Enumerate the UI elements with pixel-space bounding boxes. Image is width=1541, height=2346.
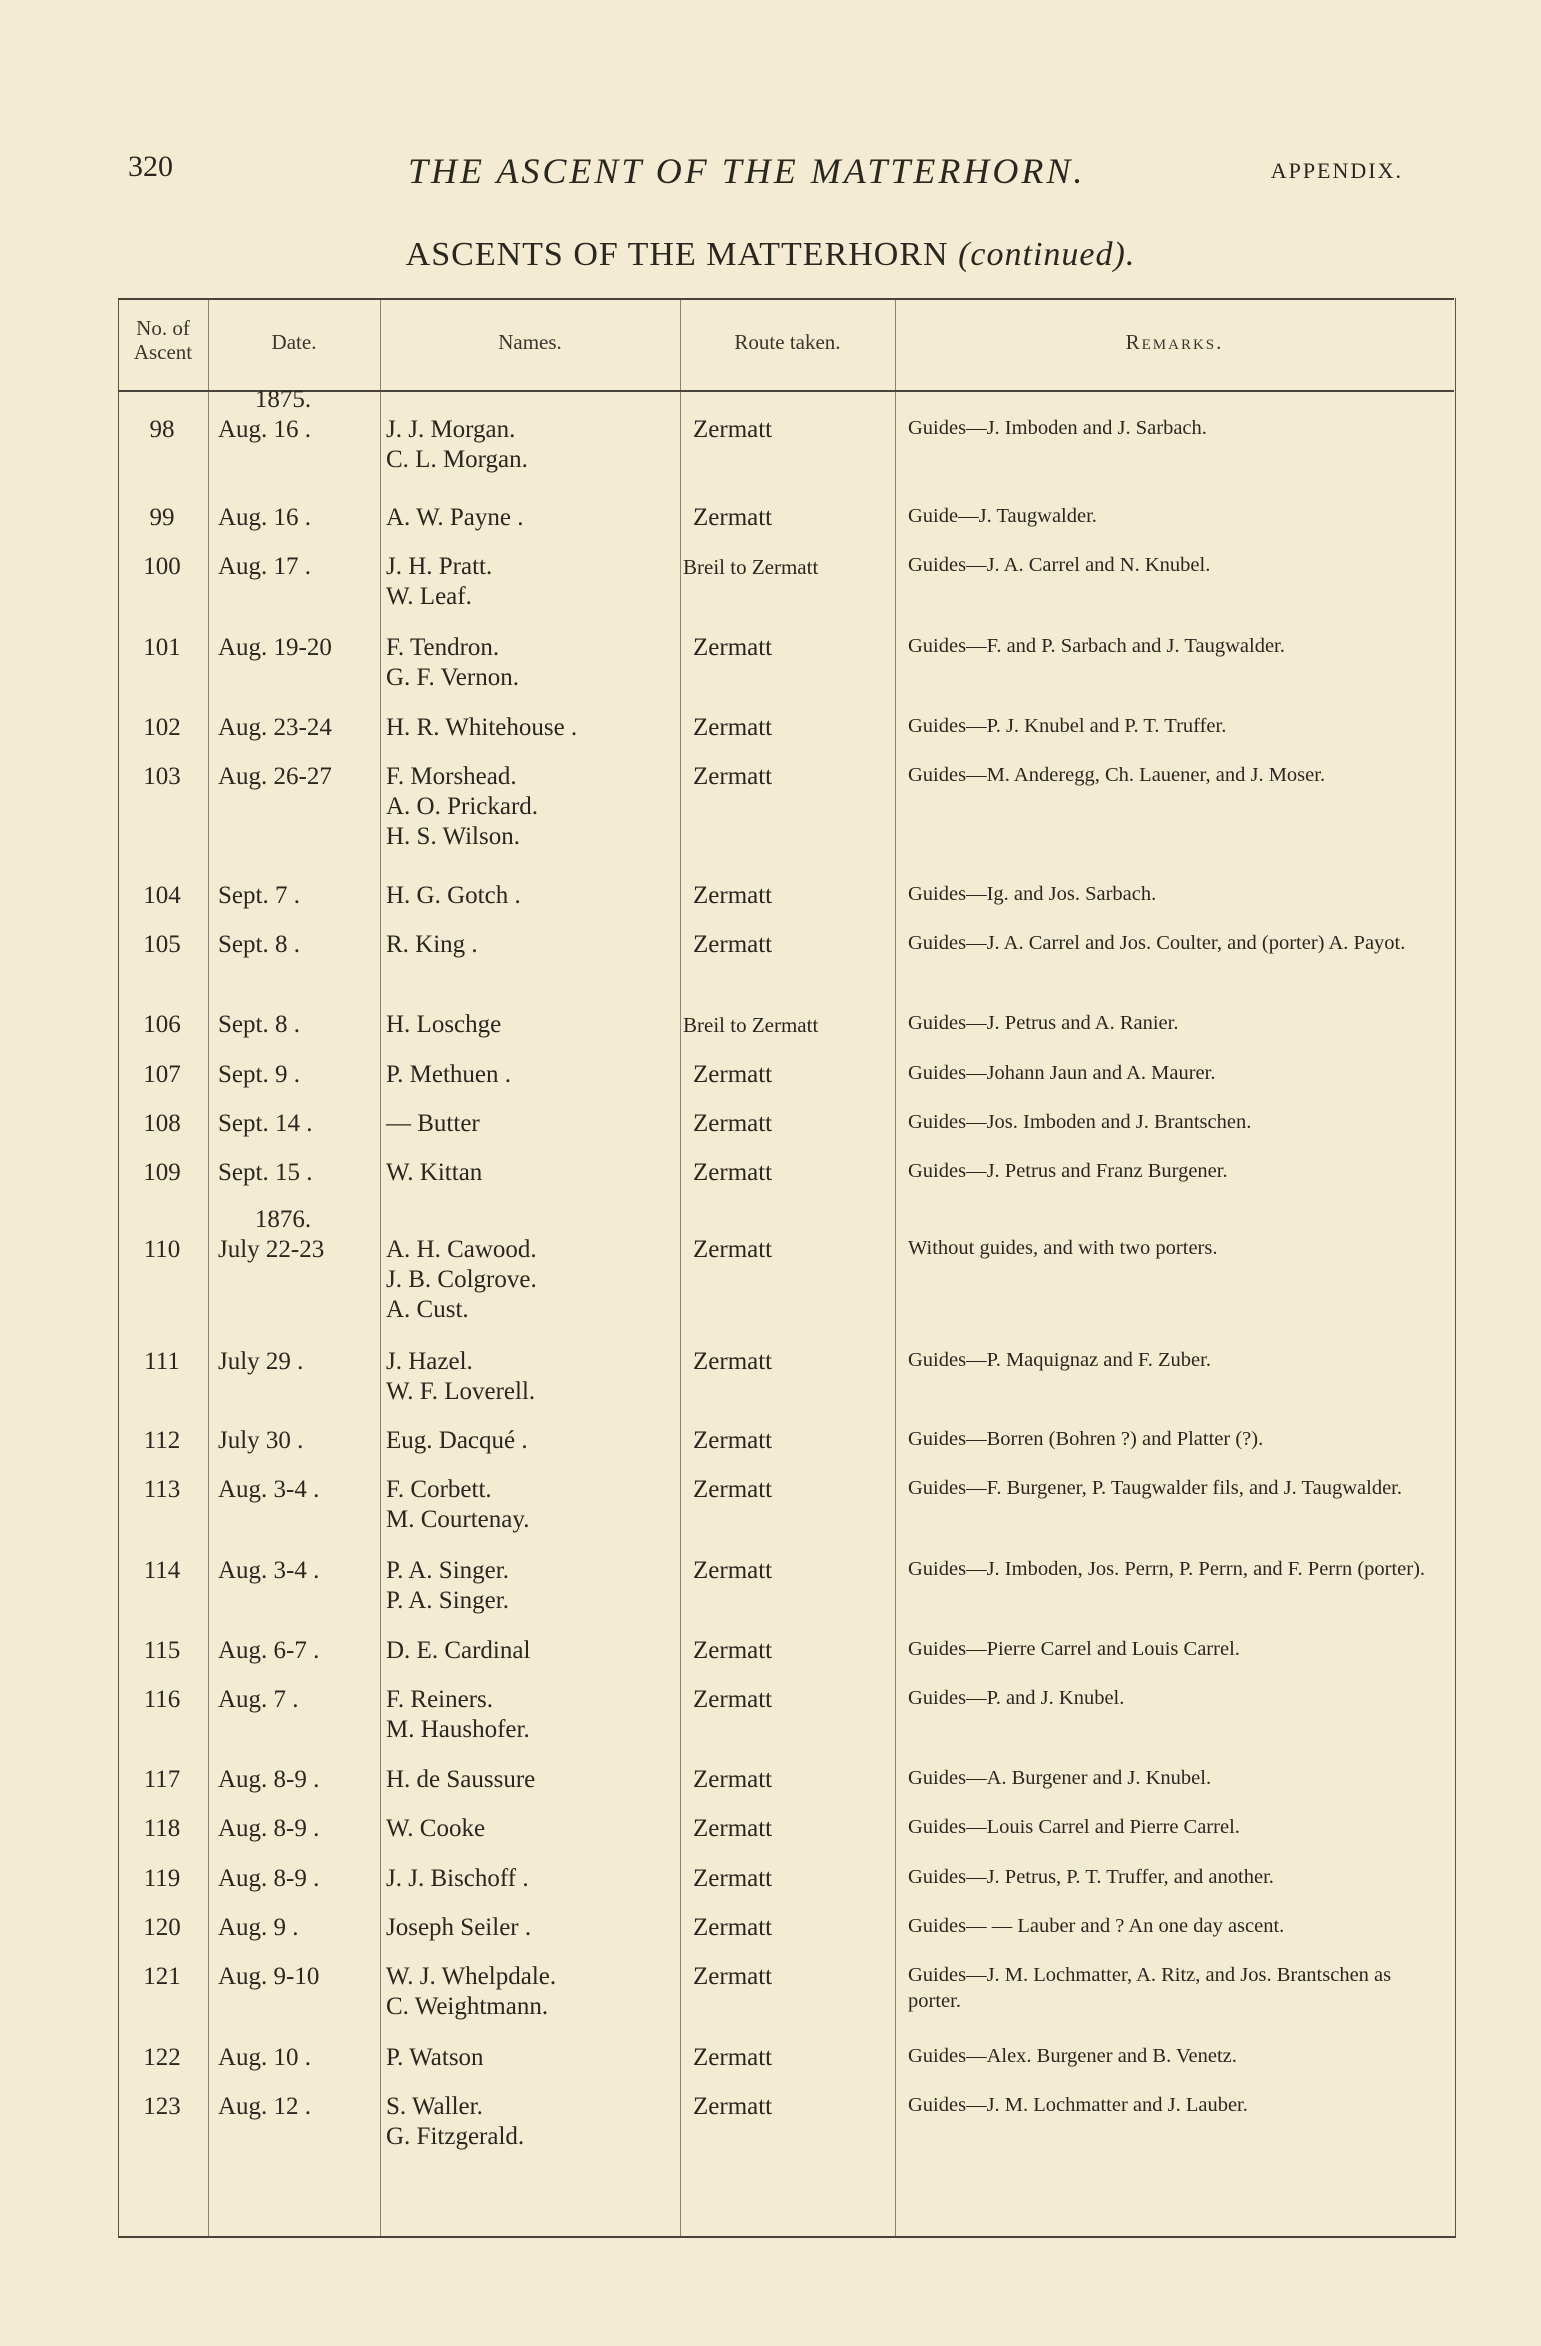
header-remarks: Remarks. [1125,330,1224,354]
route-taken: Zermatt [693,504,773,531]
ascent-date: Aug. 9-10 [218,1963,320,1990]
ascent-number: 109 [143,1159,181,1186]
ascent-number: 115 [143,1637,181,1664]
column-divider [208,298,209,2236]
ascent-number: 99 [149,504,175,531]
climber-name: H. G. Gotch . [386,882,521,909]
ascent-number: 112 [143,1427,181,1454]
route-taken: Zermatt [693,763,773,790]
header-names: Names. [498,330,562,354]
route-taken: Breil to Zermatt [683,1013,819,1037]
climber-name: R. King . [386,931,478,958]
route-taken: Zermatt [693,1963,773,1990]
climber-name: J. J. Morgan. [386,416,516,443]
remarks-text: Guides—J. Imboden and J. Sarbach. [908,417,1207,439]
route-taken: Zermatt [693,1236,773,1263]
climber-name: A. O. Prickard. [386,793,539,820]
ascent-number: 100 [143,553,181,580]
year-text: 1875. [254,386,312,413]
route-taken: Zermatt [693,1476,773,1503]
table-title-main: ASCENTS OF THE MATTERHORN [405,236,949,273]
remarks-text: Guides—J. Petrus and A. Ranier. [908,1012,1179,1034]
ascent-date: Aug. 3-4 . [218,1557,320,1584]
climber-name: W. Leaf. [386,583,472,610]
route-taken: Zermatt [693,931,773,958]
ascent-number: 106 [143,1011,181,1038]
climber-name: S. Waller. [386,2093,483,2120]
climber-name: P. Watson [386,2044,484,2071]
ascent-date: Aug. 17 . [218,553,312,580]
ascent-date: July 30 . [218,1427,304,1454]
climber-name: A. W. Payne . [386,504,524,531]
climber-name: H. de Saussure [386,1766,536,1793]
climber-name: A. H. Cawood. [386,1236,537,1263]
climber-name: J. J. Bischoff . [386,1865,529,1892]
ascent-number: 118 [143,1815,181,1842]
running-head [0,150,1541,210]
ascent-number: 98 [149,416,175,443]
ascent-date: Sept. 7 . [218,882,300,909]
climber-name: G. Fitzgerald. [386,2123,525,2150]
remarks-text: Guides—Pierre Carrel and Louis Carrel. [908,1638,1240,1660]
route-taken: Zermatt [693,1110,773,1137]
remarks-text: Guides—F. Burgener, P. Taugwalder fils, and J. Taugwalder. [908,1477,1403,1499]
remarks-text: Guides—F. and P. Sarbach and J. Taugwalder. [908,635,1285,657]
climber-name: J. H. Pratt. [386,553,493,580]
remarks-text: Guides—A. Burgener and J. Knubel. [908,1767,1212,1789]
climber-name: C. Weightmann. [386,1993,549,2020]
route-taken: Zermatt [693,714,773,741]
header-route: Route taken. [734,330,841,354]
climber-name: G. F. Vernon. [386,664,519,691]
ascent-number: 101 [143,634,181,661]
route-taken: Zermatt [693,1637,773,1664]
ascent-date: Sept. 14 . [218,1110,313,1137]
ascent-date: Aug. 16 . [218,416,312,443]
ascent-number: 116 [143,1686,181,1713]
table-title-note: (continued). [958,236,1136,273]
remarks-text: Guides—J. A. Carrel and N. Knubel. [908,554,1211,576]
remarks-text: Guide—J. Taugwalder. [908,505,1097,527]
remarks-text: Guides—Jos. Imboden and J. Brantschen. [908,1111,1252,1133]
route-taken: Zermatt [693,1427,773,1454]
ascent-date: Aug. 10 . [218,2044,312,2071]
table-frame [118,298,1456,2238]
climber-name: W. F. Loverell. [386,1378,536,1405]
climber-name: F. Morshead. [386,763,517,790]
year-text: 1876. [254,1206,312,1233]
remarks-text: Guides—P. Maquignaz and F. Zuber. [908,1349,1211,1371]
ascent-date: Aug. 12 . [218,2093,312,2120]
remarks-text: Guides—J. Petrus and Franz Burgener. [908,1160,1228,1182]
route-taken: Zermatt [693,1159,773,1186]
remarks-text: Guides—M. Anderegg, Ch. Lauener, and J. Moser. [908,764,1326,786]
column-divider [895,298,896,2236]
route-taken: Zermatt [693,634,773,661]
ascent-date: July 22-23 [218,1236,325,1263]
climber-name: J. Hazel. [386,1348,473,1375]
ascent-date: Aug. 23-24 [218,714,332,741]
header-date: Date. [271,330,317,354]
climber-name: P. A. Singer. [386,1557,509,1584]
climber-name: P. A. Singer. [386,1587,509,1614]
ascent-number: 105 [143,931,181,958]
climber-name: H. S. Wilson. [386,823,520,850]
remarks-text: Guides—P. and J. Knubel. [908,1687,1125,1709]
ascent-date: Aug. 3-4 . [218,1476,320,1503]
ascent-date: Sept. 8 . [218,1011,300,1038]
climber-name: D. E. Cardinal [386,1637,531,1664]
climber-name: P. Methuen . [386,1061,511,1088]
section-label: APPENDIX. [1270,158,1403,183]
ascent-date: Aug. 6-7 . [218,1637,320,1664]
book-title: THE ASCENT OF THE MATTERHORN. [408,151,1086,191]
ascent-date: Sept. 15 . [218,1159,313,1186]
climber-name: W. J. Whelpdale. [386,1963,557,1990]
route-taken: Zermatt [693,1686,773,1713]
climber-name: — Butter [386,1110,480,1137]
remarks-text: Guides—J. Imboden, Jos. Perrn, P. Perrn, and F. Perrn (porter). [908,1558,1426,1580]
route-taken: Zermatt [693,2093,773,2120]
ascent-number: 103 [143,763,181,790]
ascent-date: Sept. 8 . [218,931,300,958]
ascent-number: 113 [143,1476,181,1503]
remarks-text: Guides—Borren (Bohren ?) and Platter (?). [908,1428,1264,1450]
route-taken: Zermatt [693,2044,773,2071]
climber-name: M. Haushofer. [386,1716,530,1743]
climber-name: W. Kittan [386,1159,483,1186]
ascent-date: Aug. 16 . [218,504,312,531]
table-title [0,236,1541,274]
climber-name: W. Cooke [386,1815,486,1842]
remarks-text: Guides—Johann Jaun and A. Maurer. [908,1062,1216,1084]
remarks-text: Guides—Ig. and Jos. Sarbach. [908,883,1157,905]
remarks-text: Guides—J. M. Lochmatter, A. Ritz, and Jos. Brantschen as porter. [908,1964,1392,2012]
remarks-text: Guides—J. Petrus, P. T. Truffer, and another. [908,1866,1274,1888]
table-header [118,298,1454,392]
route-taken: Zermatt [693,1914,773,1941]
ascent-date: Aug. 26-27 [218,763,332,790]
column-divider [380,298,381,2236]
ascent-date: Aug. 8-9 . [218,1865,320,1892]
ascent-number: 107 [143,1061,181,1088]
remarks-text: Guides—J. M. Lochmatter and J. Lauber. [908,2094,1248,2116]
route-taken: Breil to Zermatt [683,555,819,579]
route-taken: Zermatt [693,1865,773,1892]
ascent-date: Aug. 8-9 . [218,1766,320,1793]
ascent-number: 121 [143,1963,181,1990]
remarks-text: Guides—Louis Carrel and Pierre Carrel. [908,1816,1240,1838]
ascent-date: July 29 . [218,1348,304,1375]
climber-name: F. Reiners. [386,1686,494,1713]
header-no: No. of Ascent [133,316,193,364]
ascent-number: 117 [143,1766,181,1793]
ascent-number: 123 [143,2093,181,2120]
ascent-date: Sept. 9 . [218,1061,300,1088]
ascent-number: 119 [143,1865,181,1892]
page-number: 320 [128,150,173,183]
route-taken: Zermatt [693,1815,773,1842]
ascent-number: 108 [143,1110,181,1137]
ascent-date: Aug. 8-9 . [218,1815,320,1842]
climber-name: J. B. Colgrove. [386,1266,537,1293]
ascent-number: 110 [143,1236,181,1263]
route-taken: Zermatt [693,1766,773,1793]
route-taken: Zermatt [693,882,773,909]
remarks-text: Guides—J. A. Carrel and Jos. Coulter, and (porter) A. Payot. [908,932,1406,954]
ascent-date: Aug. 9 . [218,1914,299,1941]
climber-name: Joseph Seiler . [386,1914,532,1941]
ascent-number: 111 [144,1348,180,1375]
climber-name: C. L. Morgan. [386,446,528,473]
remarks-text: Guides—P. J. Knubel and P. T. Truffer. [908,715,1227,737]
climber-name: M. Courtenay. [386,1506,530,1533]
climber-name: A. Cust. [386,1296,469,1323]
ascent-number: 102 [143,714,181,741]
ascent-number: 104 [143,882,181,909]
remarks-text: Without guides, and with two porters. [908,1237,1218,1259]
climber-name: F. Tendron. [386,634,500,661]
ascent-number: 114 [143,1557,181,1584]
ascent-date: Aug. 7 . [218,1686,299,1713]
climber-name: H. Loschge [386,1011,502,1038]
climber-name: Eug. Dacqué . [386,1427,528,1454]
route-taken: Zermatt [693,416,773,443]
remarks-text: Guides—Alex. Burgener and B. Venetz. [908,2045,1237,2067]
ascent-number: 120 [143,1914,181,1941]
route-taken: Zermatt [693,1557,773,1584]
remarks-text: Guides— — Lauber and ? An one day ascent. [908,1915,1285,1937]
ascent-date: Aug. 19-20 [218,634,332,661]
climber-name: H. R. Whitehouse . [386,714,578,741]
climber-name: F. Corbett. [386,1476,492,1503]
route-taken: Zermatt [693,1061,773,1088]
ascent-number: 122 [143,2044,181,2071]
route-taken: Zermatt [693,1348,773,1375]
